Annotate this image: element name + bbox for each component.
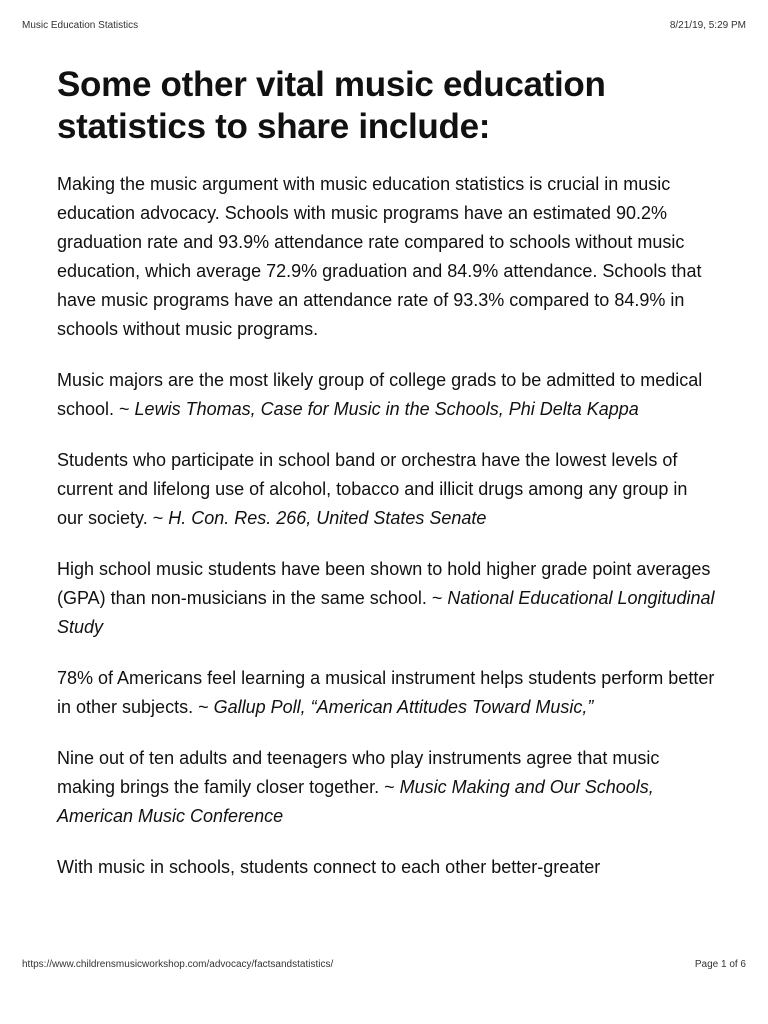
paragraph-source: Music Making and Our Schools, American Music Conference: [57, 777, 654, 826]
paragraph-source: National Educational Longitudinal Study: [57, 588, 715, 637]
paragraph-source: Lewis Thomas, Case for Music in the Schools, Phi Delta Kappa: [134, 399, 639, 419]
paragraph-text: 78% of Americans feel learning a musical instrument helps students perform better in other subjects. ~: [57, 668, 715, 717]
paragraph-graduation-stats: [57, 170, 717, 344]
paragraph-text: Making the music argument with music education statistics is crucial in music education advocacy. Schools with music programs have an estimated 90.2% graduation rate and 93.9% attendance rate compared to schools without music education, which average 72.9% graduation and 84.9% attendance. Schools that have music programs have an attendance rate of 93.3% compared to 84.9% in schools without music programs.: [57, 174, 702, 339]
print-datetime: 8/21/19, 5:29 PM: [669, 20, 746, 31]
paragraph-connect: [57, 853, 717, 882]
paragraph-text: Music majors are the most likely group of college grads to be admitted to medical school. ~: [57, 370, 703, 419]
paragraph-text: Students who participate in school band or orchestra have the lowest levels of current and lifelong use of alcohol, tobacco and illicit drugs among any group in our society. ~: [57, 450, 688, 528]
section-heading: Some other vital music education statistics to share include:: [57, 65, 606, 146]
print-header: [22, 20, 746, 36]
print-footer: [22, 959, 746, 975]
paragraph-band-orchestra: [57, 446, 717, 533]
document-title: Music Education Statistics: [22, 20, 139, 31]
paragraph-text: With music in schools, students connect to each other better-greater: [57, 857, 601, 877]
paragraph-text: High school music students have been shown to hold higher grade point averages (GPA) than non-musicians in the same school. ~: [57, 559, 711, 608]
page-url: https://www.childrensmusicworkshop.com/advocacy/factsandstatistics/: [22, 959, 334, 970]
paragraph-text: Nine out of ten adults and teenagers who play instruments agree that music making brings the family closer together. ~: [57, 748, 660, 797]
paragraph-source: Gallup Poll, “American Attitudes Toward Music,”: [213, 697, 594, 717]
paragraph-gpa: [57, 555, 717, 642]
article-content: [57, 64, 717, 904]
page-number: Page 1 of 6: [694, 959, 746, 970]
paragraph-family: [57, 744, 717, 831]
paragraph-gallup-poll: [57, 664, 717, 722]
paragraph-music-majors: [57, 366, 717, 424]
paragraph-source: H. Con. Res. 266, United States Senate: [168, 508, 487, 528]
